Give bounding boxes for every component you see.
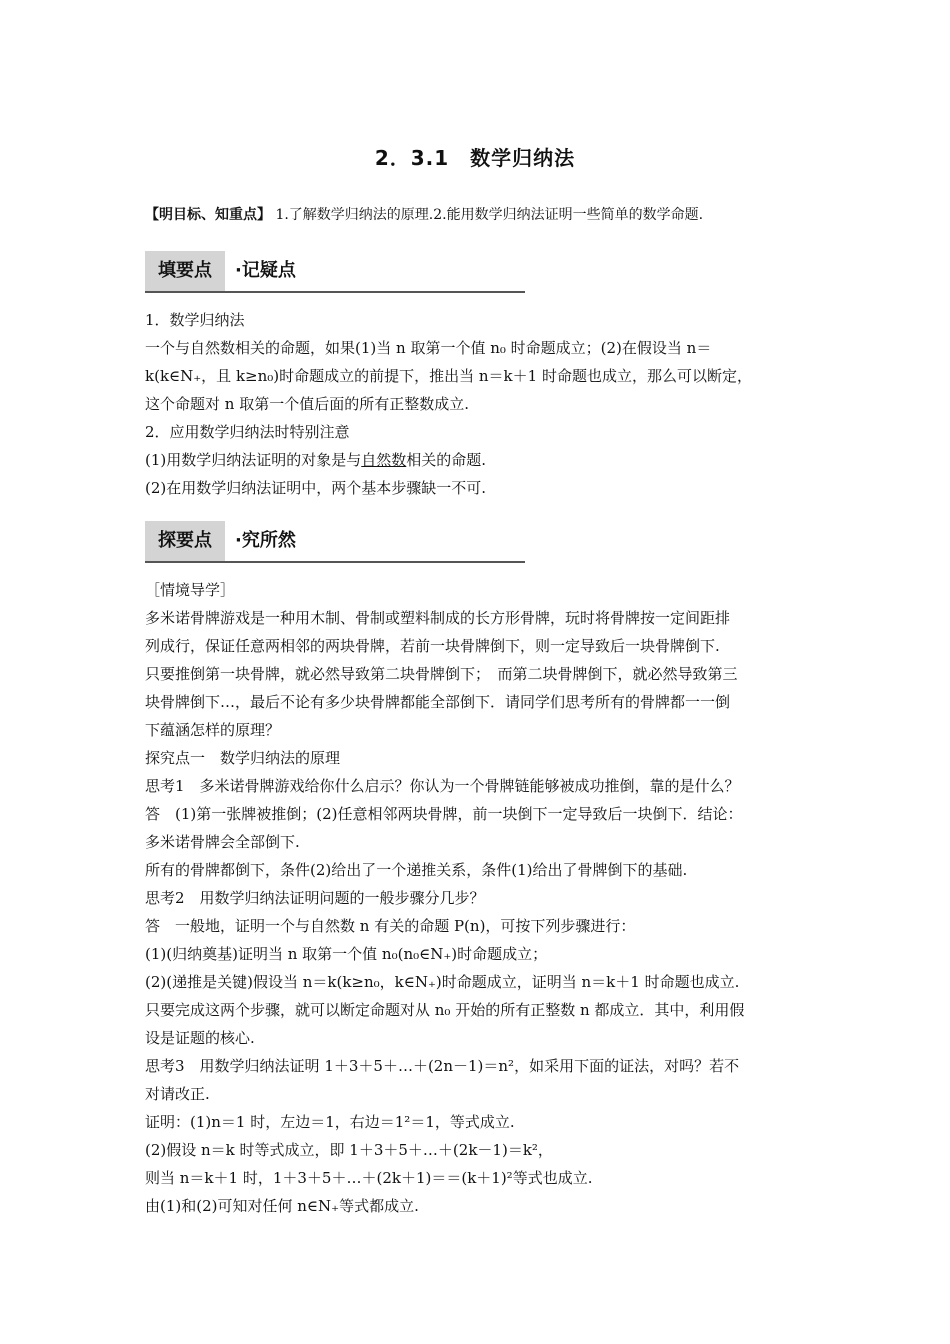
explore-line: 思考1 多米诺骨牌游戏给你什么启示？你认为一个骨牌链能够被成功推倒，靠的是什么？ [145,777,740,795]
fill-text: (1)用数学归纳法证明的对象是与 [145,451,362,469]
fill-paragraph-line: k(k∈N₊，且 k≥n₀)时命题成立的前提下，推出当 n＝k＋1 时命题也成立，那么可以断定， [145,367,752,385]
fill-heading-1: 1．数学归纳法 [145,311,245,329]
explore-line: 块骨牌倒下…，最后不论有多少块骨牌都能全部倒下．请同学们思考所有的骨牌都一一倒 [145,693,731,711]
fill-paragraph-line: 这个命题对 n 取第一个值后面的所有正整数成立. [145,395,469,413]
explore-line: 列成行，保证任意两相邻的两块骨牌，若前一块骨牌倒下，则一定导致后一块骨牌倒下. [145,637,720,655]
section-tag-fill: 填要点 [145,251,225,291]
explore-line: 证明：(1)n＝1 时，左边＝1，右边＝1²＝1，等式成立. [145,1113,515,1131]
explore-line: ［情境导学］ [145,581,236,599]
fill-heading-2: 2．应用数学归纳法时特别注意 [145,423,350,441]
underlined-answer: 自然数 [361,451,407,469]
explore-line: 下蕴涵怎样的原理？ [145,721,281,739]
section-header-explore [145,521,525,563]
explore-line: 多米诺骨牌会全部倒下. [145,833,300,851]
section-tag-explore: 探要点 [145,521,225,561]
explore-line: 设是证题的核心. [145,1029,255,1047]
fill-text: 相关的命题. [406,451,487,469]
explore-line: (2)(递推是关键)假设当 n＝k(k≥n₀，k∈N₊)时命题成立，证明当 n＝k＋1 时命题也成立. [145,973,740,991]
explore-line: 只要推倒第一块骨牌，就必然导致第二块骨牌倒下； 而第二块骨牌倒下，就必然导致第三 [145,665,738,683]
section-subtitle-explore: ·究所然 [235,530,296,551]
explore-line: (1)(归纳奠基)证明当 n 取第一个值 n₀(n₀∈N₊)时命题成立； [145,945,548,963]
explore-line: 对请改正. [145,1085,210,1103]
explore-line: 思考2 用数学归纳法证明问题的一般步骤分几步？ [145,889,485,907]
objectives-text: 1.了解数学归纳法的原理.2.能用数学归纳法证明一些简单的数学命题. [271,207,704,223]
explore-line: 答 一般地，证明一个与自然数 n 有关的命题 P(n)，可按下列步骤进行： [145,917,636,935]
fill-paragraph-line: (2)在用数学归纳法证明中，两个基本步骤缺一不可. [145,479,487,497]
objectives-label: 【明目标、知重点】 [145,207,271,223]
explore-line: (2)假设 n＝k 时等式成立，即 1＋3＋5＋…＋(2k－1)＝k²， [145,1141,553,1159]
explore-line: 思考3 用数学归纳法证明 1＋3＋5＋…＋(2n－1)＝n²，如采用下面的证法，对吗？若不 [145,1057,740,1075]
objectives-line [145,205,703,225]
section-header-fill [145,251,525,293]
fill-paragraph-line: 一个与自然数相关的命题，如果(1)当 n 取第一个值 n₀ 时命题成立；(2)在假设当 n＝ [145,339,712,357]
explore-line: 只要完成这两个步骤，就可以断定命题对从 n₀ 开始的所有正整数 n 都成立．其中，利用假 [145,1001,745,1019]
page-title: 2．3.1 数学归纳法 [374,146,576,170]
explore-heading: 探究点一 数学归纳法的原理 [145,749,341,767]
explore-line: 多米诺骨牌游戏是一种用木制、骨制或塑料制成的长方形骨牌，玩时将骨牌按一定间距排 [145,609,731,627]
explore-line: 则当 n＝k＋1 时，1＋3＋5＋…＋(2k＋1)＝＝(k＋1)²等式也成立. [145,1169,593,1187]
explore-line: 所有的骨牌都倒下，条件(2)给出了一个递推关系，条件(1)给出了骨牌倒下的基础. [145,861,688,879]
explore-line: 由(1)和(2)可知对任何 n∈N₊等式都成立. [145,1197,419,1215]
fill-paragraph-line [145,450,486,470]
section-subtitle-fill: ·记疑点 [235,260,296,281]
explore-line: 答 (1)第一张牌被推倒；(2)任意相邻两块骨牌，前一块倒下一定导致后一块倒下．结论： [145,805,743,823]
